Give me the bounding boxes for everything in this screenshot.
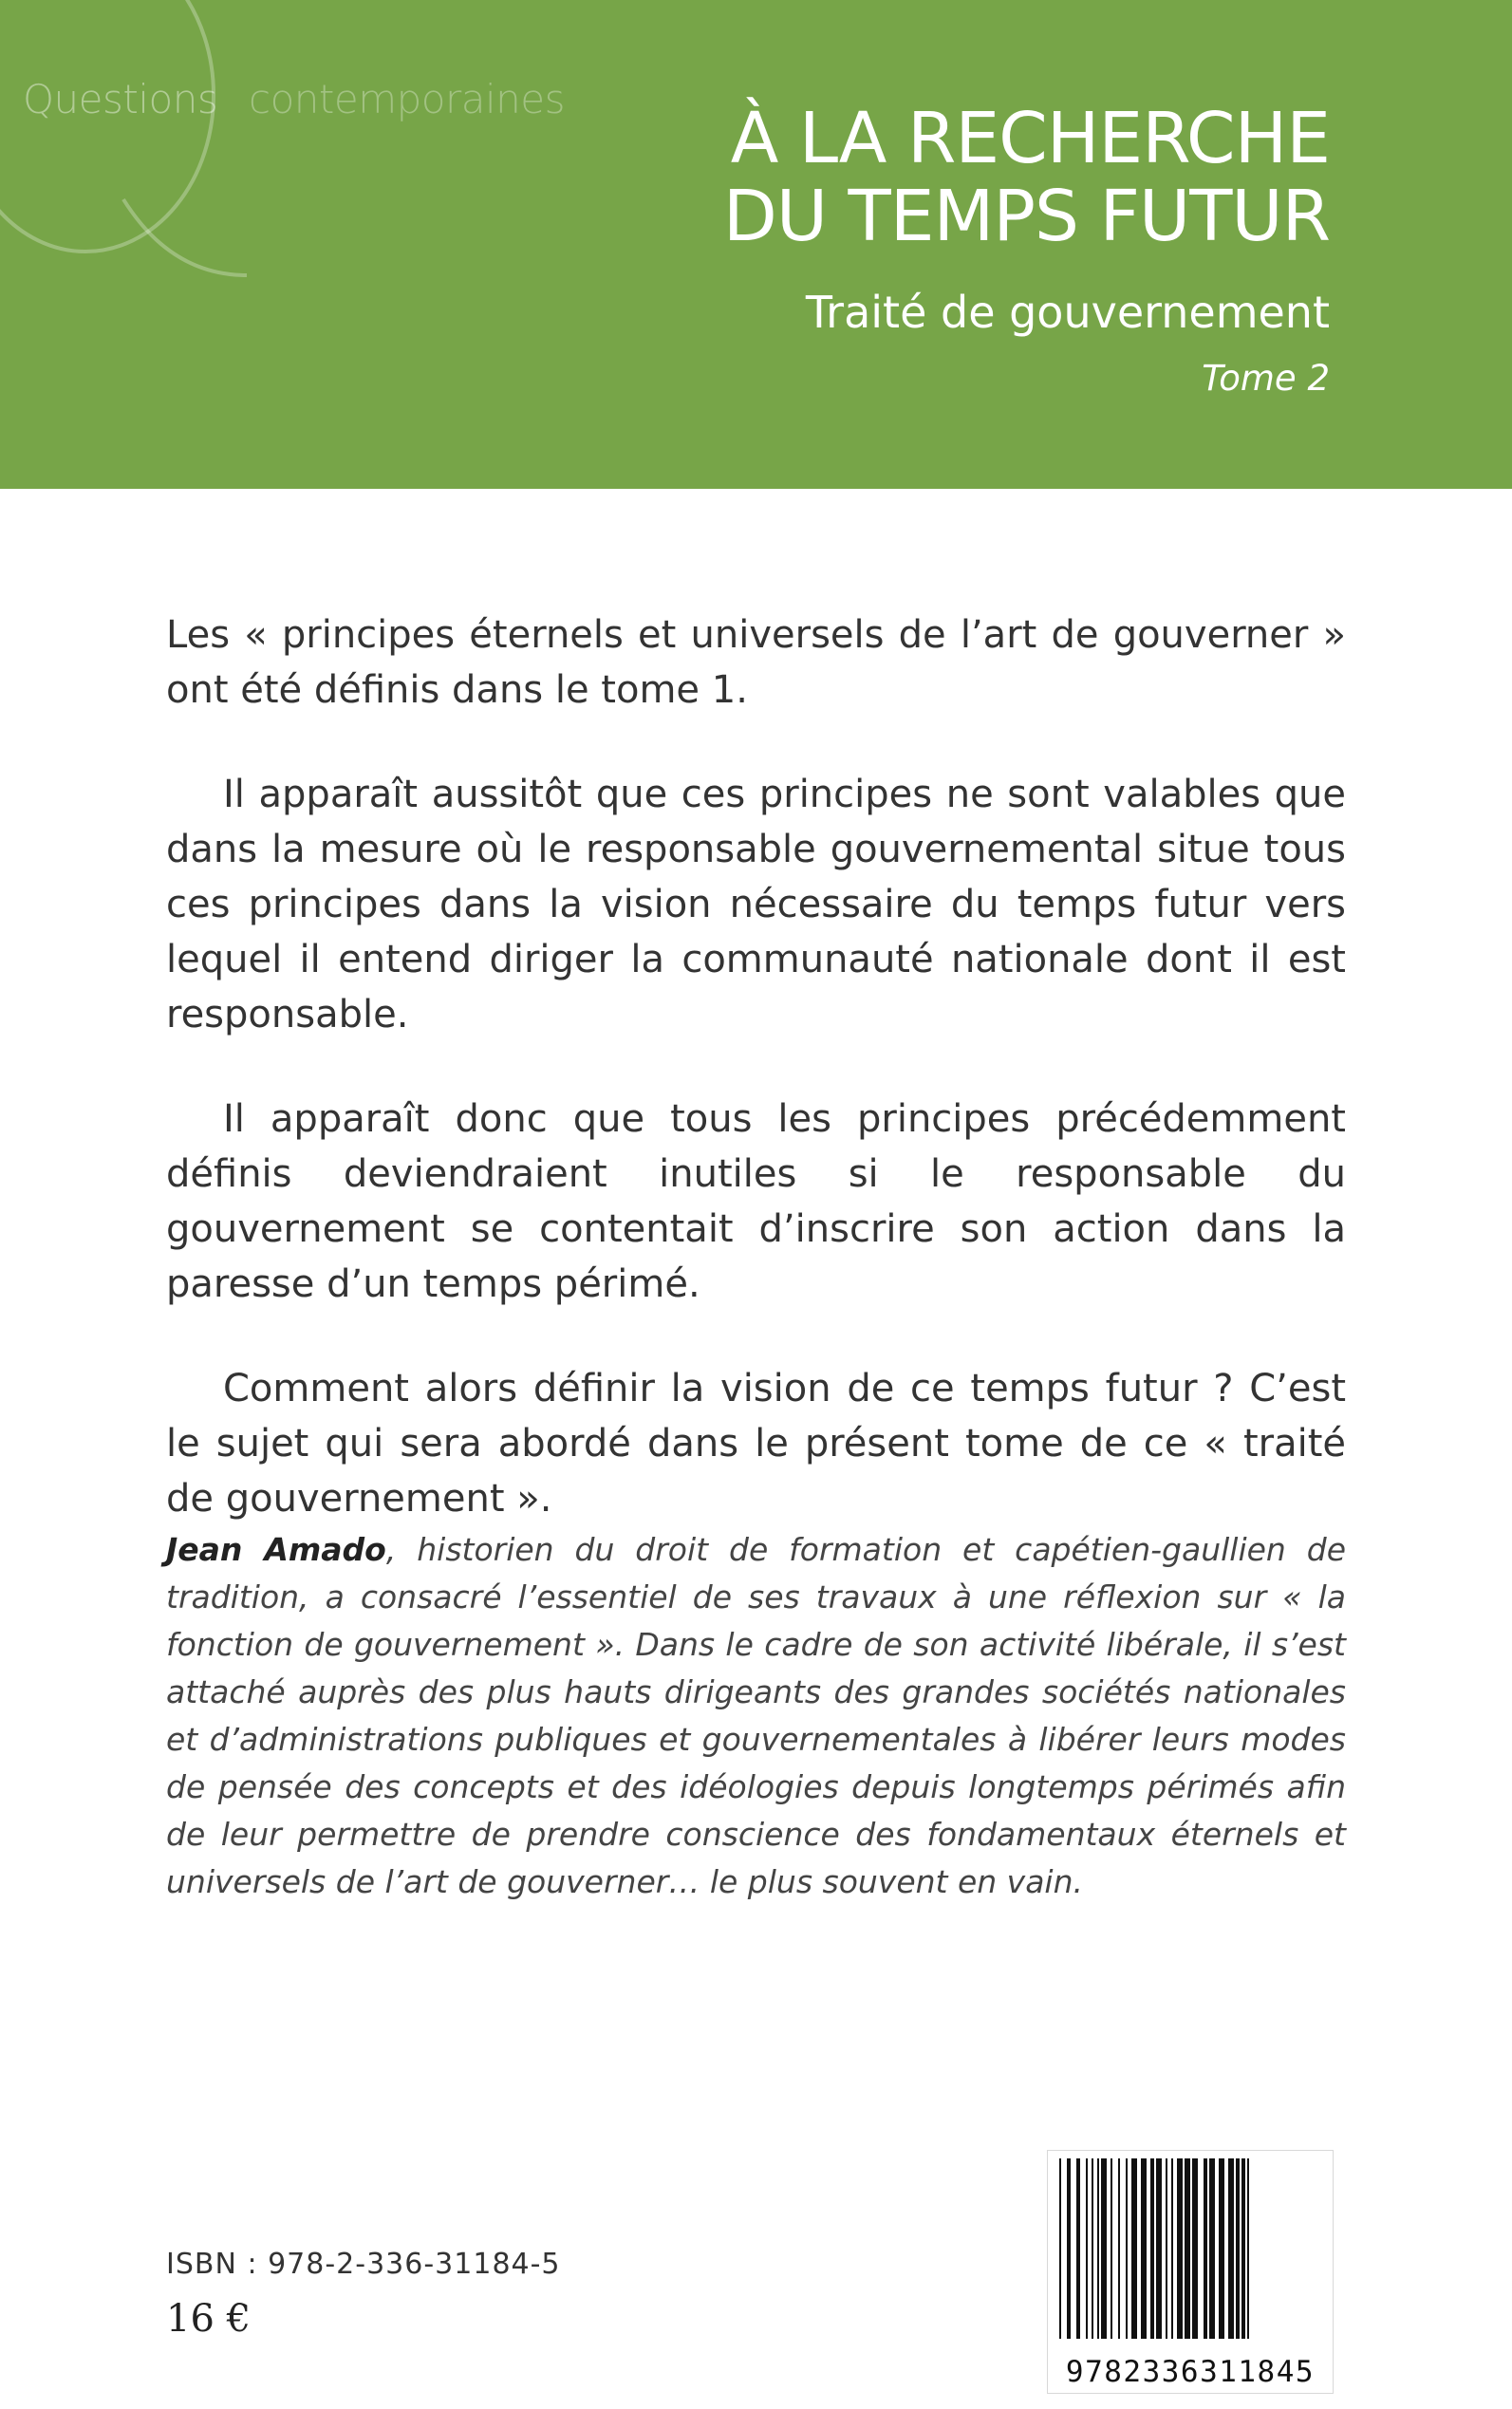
barcode-bar — [1059, 2158, 1061, 2339]
book-title — [723, 100, 1330, 255]
author-bio-text: , historien du droit de formation et capétien-gaullien de tradition, a consacré l’essentiel de ses travaux à une réflexion sur « la fonction de gouvernement ». Dans le cadre de son activité libérale, il s’est attaché auprès des plus hauts dirigeants des grandes sociétés nationales et d’administrations publiques et gouvernementales à libérer leurs modes de pensée des concepts et des idéologies depuis longtemps périmés afin de leur permettre de prendre conscience des fondamentaux éternels et universels de l’art de gouverner… le plus souvent en vain. — [166, 1531, 1346, 1900]
barcode-bars — [1048, 2151, 1333, 2350]
book-title-line-1: À LA RECHERCHE — [730, 98, 1330, 179]
series-name-contemporaines: contemporaines — [249, 76, 565, 122]
back-cover-blurb — [166, 607, 1346, 1576]
series-q-logo — [0, 0, 256, 332]
barcode-bar — [1097, 2158, 1099, 2339]
isbn-label: ISBN : 978-2-336-31184-5 — [166, 2248, 561, 2281]
blurb-paragraph-1: Les « principes éternels et universels de l’art de gouverner » ont été définis dans le tome 1. — [166, 613, 1346, 712]
cover-header-band — [0, 0, 1512, 489]
barcode-bar — [1156, 2158, 1162, 2339]
author-name: Jean Amado — [166, 1531, 386, 1568]
barcode-digits: 9782336311845 — [1065, 2355, 1316, 2389]
barcode-bar — [1209, 2158, 1215, 2339]
price-label: 16 € — [166, 2297, 252, 2341]
barcode-bar — [1192, 2158, 1198, 2339]
barcode-bar — [1219, 2158, 1224, 2339]
volume-label: Tome 2 — [1202, 358, 1330, 399]
barcode-bar — [1111, 2158, 1112, 2339]
series-name-questions: Questions — [23, 76, 218, 122]
barcode-bar — [1247, 2158, 1249, 2339]
barcode-bar — [1101, 2158, 1107, 2339]
book-title-line-2: DU TEMPS FUTUR — [722, 176, 1330, 257]
isbn-barcode — [1047, 2150, 1334, 2394]
barcode-bar — [1092, 2158, 1093, 2339]
barcode-bar — [1150, 2158, 1154, 2339]
barcode-bar — [1118, 2158, 1120, 2339]
barcode-bar — [1228, 2158, 1234, 2339]
blurb-paragraph-4: Comment alors définir la vision de ce temps futur ? C’est le sujet qui sera abordé dans le présent tome de ce « traité de gouvernement ». — [166, 1367, 1346, 1521]
barcode-bar — [1166, 2158, 1167, 2339]
barcode-bar — [1131, 2158, 1137, 2339]
barcode-bar — [1086, 2158, 1088, 2339]
barcode-bar — [1141, 2158, 1147, 2339]
blurb-paragraph-3: Il apparaît donc que tous les principes précédemment définis deviendraient inutiles si le responsable du gouvernement se contentait d’inscrire son action dans la paresse d’un temps périmé. — [166, 1097, 1346, 1306]
blurb-paragraph-2: Il apparaît aussitôt que ces principes ne sont valables que dans la mesure où le responsable gouvernemental situe tous ces principes dans la vision nécessaire du temps futur vers lequel il entend diriger la communauté nationale dont il est responsable. — [166, 773, 1346, 1036]
barcode-bar — [1177, 2158, 1183, 2339]
barcode-bar — [1067, 2158, 1071, 2339]
barcode-bar — [1236, 2158, 1240, 2339]
barcode-bar — [1185, 2158, 1190, 2339]
book-subtitle: Traité de gouvernement — [805, 287, 1330, 338]
author-bio — [166, 1526, 1346, 1906]
barcode-bar — [1126, 2158, 1128, 2339]
barcode-bar — [1241, 2158, 1245, 2339]
barcode-bar — [1076, 2158, 1080, 2339]
barcode-bar — [1171, 2158, 1173, 2339]
barcode-bar — [1204, 2158, 1207, 2339]
